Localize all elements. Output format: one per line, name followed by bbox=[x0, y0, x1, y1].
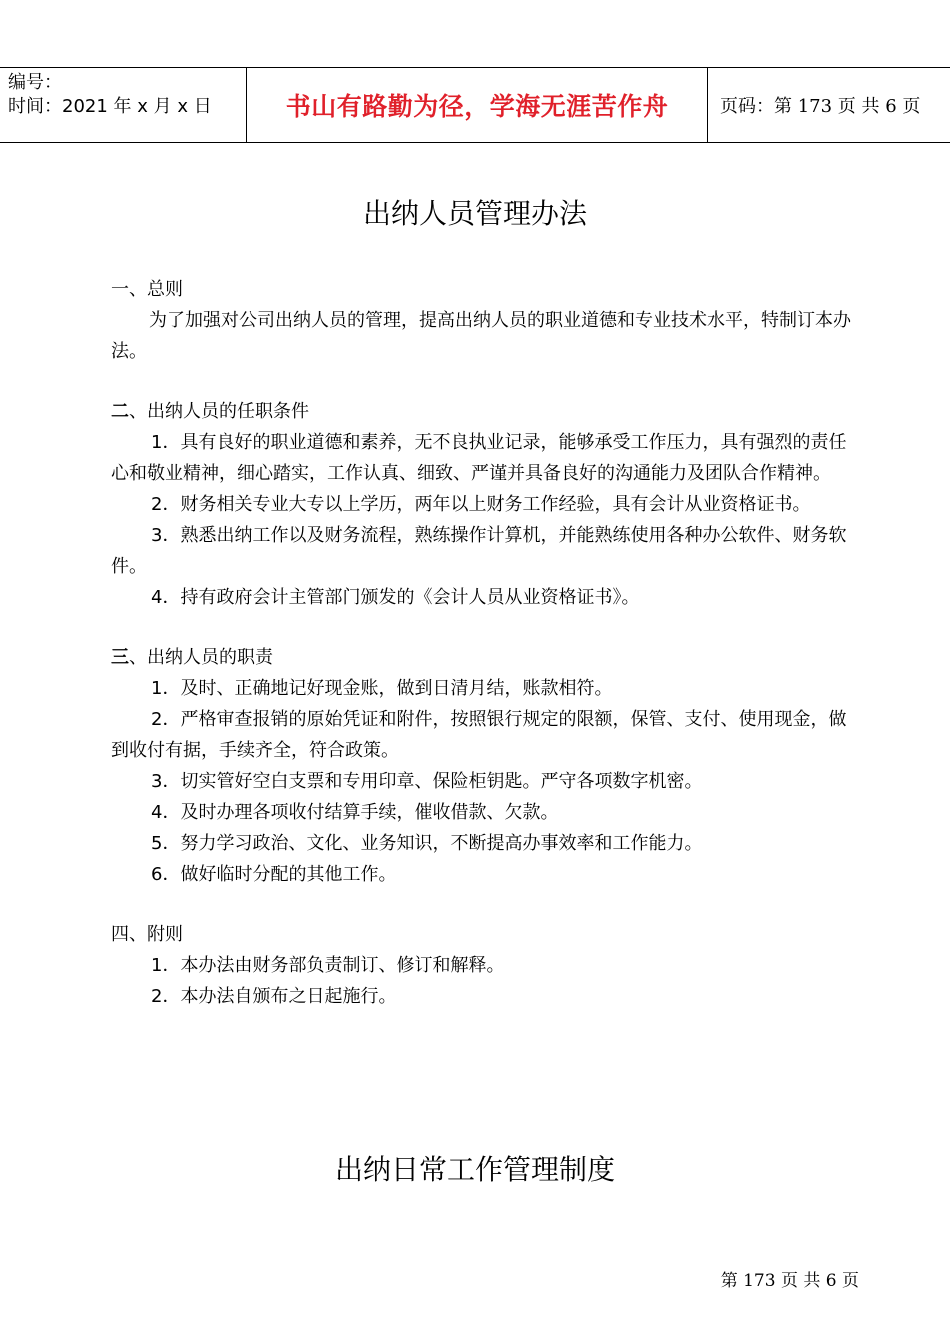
second-document-title: 出纳日常工作管理制度 bbox=[334, 1153, 615, 1186]
heading-text: 、出纳人员的职责 bbox=[129, 647, 273, 668]
heading-numeral: 三 bbox=[111, 647, 129, 668]
header-page-info: 页码：第 173 页 共 6 页 bbox=[720, 96, 921, 117]
list-item: 2．本办法自颁布之日起施行。 bbox=[151, 986, 397, 1007]
list-item: 1．本办法由财务部负责制订、修订和解释。 bbox=[151, 955, 505, 976]
footer-page-info: 第 173 页 共 6 页 bbox=[720, 1271, 859, 1291]
heading-numeral: 二 bbox=[111, 401, 129, 422]
list-item: 1．及时、正确地记好现金账，做到日清月结，账款相符。 bbox=[151, 678, 613, 699]
list-item: 4．及时办理各项收付结算手续，催收借款、欠款。 bbox=[151, 802, 559, 823]
time-label: 时间：2021 年 x 月 x 日 bbox=[8, 96, 212, 117]
paragraph: 为了加强对公司出纳人员的管理，提高出纳人员的职业道德和专业技术水平，特制订本办法。 bbox=[111, 310, 851, 362]
document-body bbox=[111, 274, 863, 1012]
list-item: 6．做好临时分配的其他工作。 bbox=[151, 864, 397, 885]
document-title: 出纳人员管理办法 bbox=[362, 197, 587, 230]
section-heading: 四、附则 bbox=[111, 924, 183, 945]
page-header bbox=[0, 67, 950, 143]
number-label: 编号： bbox=[8, 72, 62, 93]
list-item: 2．严格审查报销的原始凭证和附件，按照银行规定的限额，保管、支付、使用现金，做到收付有据，手续齐全，符合政策。 bbox=[111, 709, 847, 761]
list-item: 3．切实管好空白支票和专用印章、保险柜钥匙。严守各项数字机密。 bbox=[151, 771, 703, 792]
list-item: 3．熟悉出纳工作以及财务流程，熟练操作计算机，并能熟练使用各种办公软件、财务软件。 bbox=[111, 525, 847, 577]
list-item: 5．努力学习政治、文化、业务知识，不断提高办事效率和工作能力。 bbox=[151, 833, 703, 854]
motto: 书山有路勤为径，学海无涯苦作舟 bbox=[285, 92, 669, 121]
list-item: 4．持有政府会计主管部门颁发的《会计人员从业资格证书》。 bbox=[151, 587, 640, 608]
list-item: 2．财务相关专业大专以上学历，两年以上财务工作经验，具有会计从业资格证书。 bbox=[151, 494, 811, 515]
header-motto-cell bbox=[247, 68, 708, 142]
section-heading bbox=[111, 642, 863, 673]
section-heading bbox=[111, 396, 863, 427]
list-item: 1．具有良好的职业道德和素养，无不良执业记录，能够承受工作压力，具有强烈的责任心和敬业精神，细心踏实，工作认真、细致、严谨并具备良好的沟通能力及团队合作精神。 bbox=[111, 432, 847, 484]
section-heading: 一、总则 bbox=[111, 279, 183, 300]
heading-text: 、出纳人员的任职条件 bbox=[129, 401, 309, 422]
header-meta bbox=[0, 68, 247, 142]
